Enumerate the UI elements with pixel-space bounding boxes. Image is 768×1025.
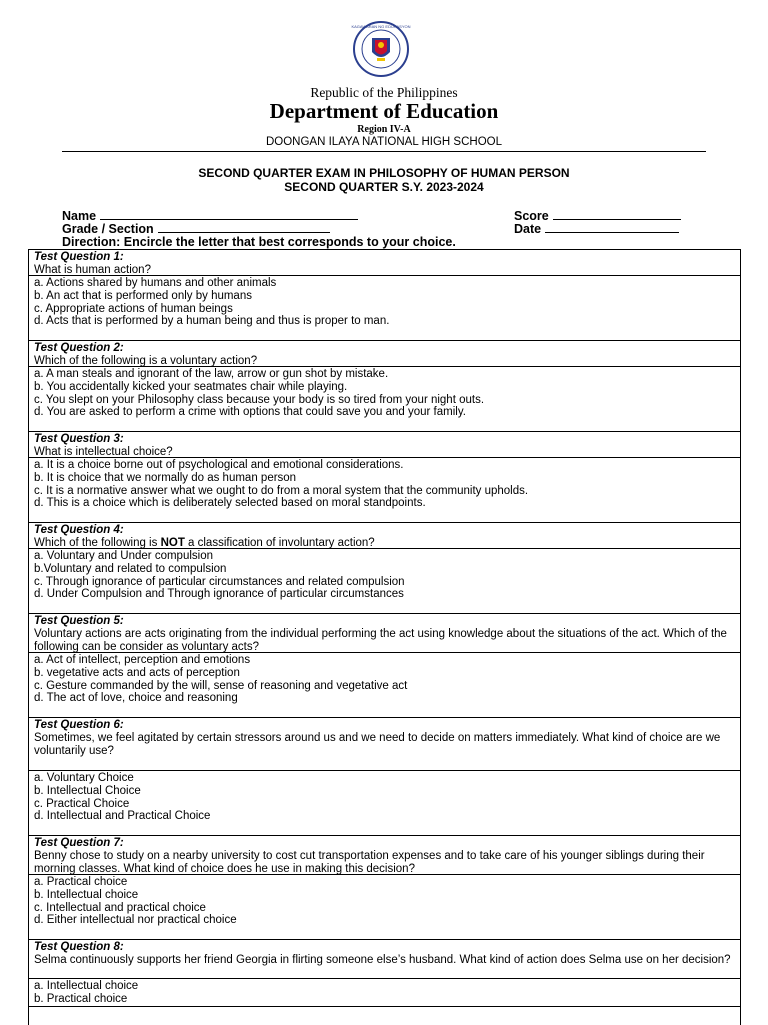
question-stem — [29, 250, 740, 276]
question-stem — [29, 341, 740, 367]
date-field[interactable] — [514, 221, 679, 236]
seal-text: KAGAWARAN NG EDUKASYON — [351, 24, 411, 29]
option-d[interactable]: d. The act of love, choice and reasoning — [34, 692, 238, 705]
option-c[interactable]: c. Practical Choice — [34, 797, 130, 810]
grade-section-label: Grade / Section — [62, 222, 154, 236]
question-label: Test Question 7: — [34, 837, 124, 849]
question-stem — [29, 718, 740, 771]
date-label: Date — [514, 222, 542, 236]
option-c[interactable]: c. Appropriate actions of human beings — [34, 302, 233, 315]
option-a[interactable]: a. Act of intellect, perception and emotions — [34, 654, 251, 666]
options-list — [29, 653, 740, 717]
question-text: Selma continuously supports her friend Georgia in flirting someone else’s husband. What kind of action does Selma use on her decision? — [34, 953, 731, 966]
header-divider — [62, 151, 706, 152]
question-stem — [29, 523, 740, 549]
option-d[interactable]: d. Either intellectual nor practical choice — [34, 914, 237, 927]
option-c[interactable]: c. Through ignorance of particular circumstances and related compulsion — [34, 575, 405, 588]
options-list — [29, 771, 740, 835]
question-text: Voluntary actions are acts originating from the individual performing the act using knowledge about the situations of the act. Which of the following can be consider as voluntary acts? — [34, 627, 727, 653]
school-name: DOONGAN ILAYA NATIONAL HIGH SCHOOL — [265, 136, 502, 148]
department-heading: Department of Education — [269, 99, 499, 123]
question-text-post: a classification of involuntary action? — [184, 536, 375, 549]
option-c[interactable]: c. Intellectual and practical choice — [34, 901, 206, 914]
question-text: What is intellectual choice? — [34, 445, 173, 458]
question-label: Test Question 8: — [34, 941, 124, 953]
options-list — [29, 367, 740, 431]
question-label: Test Question 6: — [34, 719, 124, 731]
question-block — [29, 250, 740, 341]
option-a[interactable]: a. Intellectual choice — [34, 980, 139, 992]
deped-seal-icon — [342, 20, 420, 78]
option-b[interactable]: b.Voluntary and related to compulsion — [34, 562, 227, 575]
question-stem — [29, 940, 740, 979]
option-d[interactable]: d. Acts that is performed by a human being and thus is proper to man. — [34, 315, 390, 328]
question-stem — [29, 614, 740, 653]
score-blank[interactable] — [553, 208, 681, 220]
question-stem — [29, 432, 740, 458]
question-label: Test Question 4: — [34, 524, 124, 536]
option-a[interactable]: a. Voluntary Choice — [34, 772, 134, 784]
option-d[interactable]: d. You are asked to perform a crime with options that could save you and your family. — [34, 406, 466, 419]
direction-text: Direction: Encircle the letter that best corresponds to your choice. — [62, 235, 456, 249]
question-text: Benny chose to study on a nearby university to cost cut transportation expenses and to take care of his younger siblings during their morning classes. What kind of choice does he use in making this decision? — [34, 849, 705, 875]
question-text-pre: Which of the following is — [34, 536, 161, 549]
option-c[interactable]: c. It is a normative answer what we ought to do from a moral system that the community upholds. — [34, 484, 529, 497]
option-a[interactable]: a. Voluntary and Under compulsion — [34, 550, 213, 562]
options-list — [29, 875, 740, 939]
date-blank[interactable] — [545, 221, 679, 233]
option-b[interactable]: b. An act that is performed only by humans — [34, 289, 252, 302]
option-b[interactable]: b. vegetative acts and acts of perception — [34, 666, 240, 679]
options-list — [29, 979, 740, 1006]
grade-section-blank[interactable] — [158, 221, 330, 233]
name-label: Name — [62, 209, 97, 223]
score-label: Score — [514, 209, 549, 223]
option-c[interactable]: c. Gesture commanded by the will, sense of reasoning and vegetative act — [34, 679, 408, 692]
question-text — [34, 537, 735, 550]
question-text-emphasis: NOT — [160, 536, 185, 549]
option-d[interactable]: d. This is a choice which is deliberately selected based on moral standpoints. — [34, 497, 426, 510]
question-block — [29, 341, 740, 432]
question-text: What is human action? — [34, 263, 151, 276]
option-d[interactable]: d. Intellectual and Practical Choice — [34, 810, 211, 823]
question-label: Test Question 3: — [34, 433, 124, 445]
option-a[interactable]: a. A man steals and ignorant of the law, arrow or gun shot by mistake. — [34, 368, 389, 380]
option-b[interactable]: b. It is choice that we normally do as human person — [34, 471, 297, 484]
options-list — [29, 549, 740, 613]
republic-heading: Republic of the Philippines — [310, 85, 458, 100]
option-a[interactable]: a. Practical choice — [34, 876, 128, 888]
question-text: Which of the following is a voluntary action? — [34, 354, 258, 367]
question-block — [29, 614, 740, 718]
option-b[interactable]: b. Intellectual choice — [34, 888, 139, 901]
option-b[interactable]: b. You accidentally kicked your seatmates chair while playing. — [34, 380, 348, 393]
question-text: Sometimes, we feel agitated by certain stressors around us and we need to decide on matters immediately. What kind of choice are we voluntarily use? — [34, 731, 721, 757]
question-label: Test Question 2: — [34, 342, 124, 354]
question-label: Test Question 5: — [34, 615, 124, 627]
question-block — [29, 432, 740, 523]
option-b[interactable]: b. Intellectual Choice — [34, 784, 141, 797]
region-heading: Region IV-A — [357, 124, 411, 135]
options-list — [29, 276, 740, 340]
option-a[interactable]: a. It is a choice borne out of psychological and emotional considerations. — [34, 459, 404, 471]
question-block — [29, 940, 740, 1007]
question-block — [29, 718, 740, 836]
options-list — [29, 458, 740, 522]
question-block — [29, 523, 740, 614]
question-label: Test Question 1: — [34, 251, 124, 263]
option-b[interactable]: b. Practical choice — [34, 992, 128, 1005]
question-block — [29, 836, 740, 940]
exam-title: SECOND QUARTER EXAM IN PHILOSOPHY OF HUMAN PERSON — [198, 166, 570, 180]
exam-subtitle: SECOND QUARTER S.Y. 2023-2024 — [284, 180, 484, 194]
question-stem — [29, 836, 740, 875]
option-d[interactable]: d. Under Compulsion and Through ignorance of particular circumstances — [34, 588, 404, 601]
exam-table — [28, 249, 741, 1025]
name-blank[interactable] — [100, 208, 358, 220]
grade-section-field[interactable] — [62, 221, 330, 236]
option-a[interactable]: a. Actions shared by humans and other animals — [34, 277, 277, 289]
option-c[interactable]: c. You slept on your Philosophy class because your body is so tired from your night outs. — [34, 393, 485, 406]
